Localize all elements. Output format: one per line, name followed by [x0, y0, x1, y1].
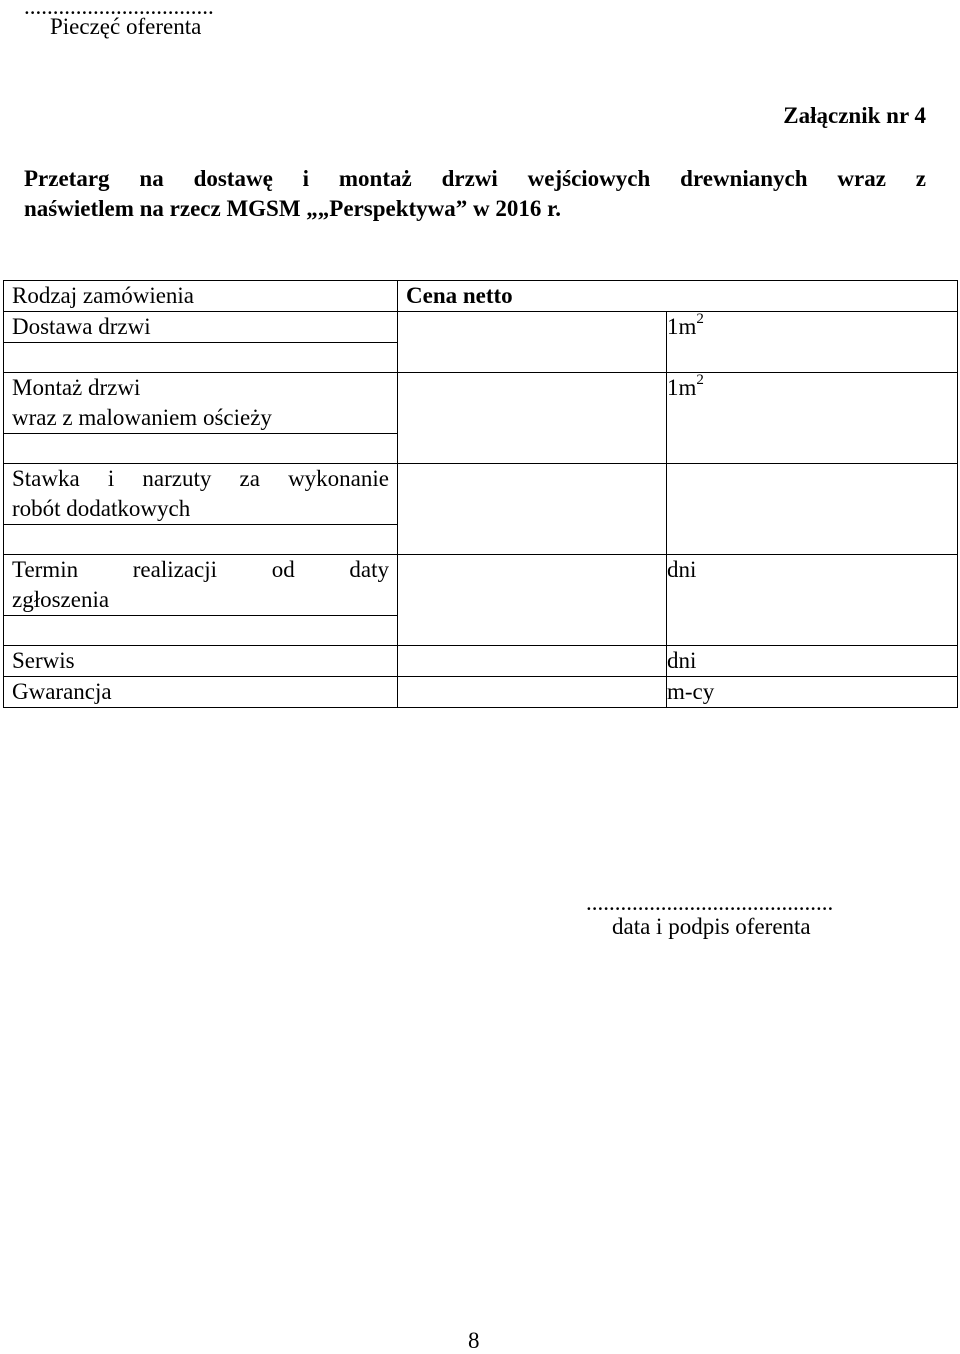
row-label-term: Termin realizacji od daty zgłoszenia	[4, 555, 398, 616]
page-number: 8	[468, 1328, 480, 1353]
header-cell-net-price: Cena netto	[398, 281, 958, 312]
table-row-spacer	[4, 525, 958, 555]
title-line-1: Przetarg na dostawę i montaż drzwi wejściowych drewnianych wraz z	[24, 166, 926, 191]
price-cell-service[interactable]	[398, 646, 667, 677]
title-line-2: naświetlem na rzecz MGSM „„Perspektywa” w 2016 r.	[24, 196, 561, 221]
unit-cell-warranty: m-cy	[667, 677, 958, 708]
stamp-dots-line: .................................	[24, 0, 214, 19]
table-row-spacer	[4, 616, 958, 646]
table-header-row	[4, 281, 958, 312]
stamp-label: Pieczęć oferenta	[50, 14, 202, 39]
annex-number: Załącznik nr 4	[783, 103, 926, 128]
header-cell-order-type: Rodzaj zamówienia	[4, 281, 398, 312]
table-row-term	[4, 555, 958, 616]
row-label-warranty: Gwarancja	[4, 677, 398, 708]
row-label-install: Montaż drzwi wraz z malowaniem ościeży	[4, 373, 398, 434]
price-cell-install[interactable]	[398, 373, 667, 434]
table-row-spacer	[4, 434, 958, 464]
table-row-delivery	[4, 312, 958, 343]
unit-cell-rates	[667, 464, 958, 525]
row-label-rates: Stawka i narzuty za wykonanie robót dodatkowych	[4, 464, 398, 525]
document-title	[24, 164, 926, 224]
table-row-spacer	[4, 343, 958, 373]
signature-label: data i podpis oferenta	[612, 914, 811, 939]
price-cell-delivery[interactable]	[398, 312, 667, 343]
table-row-warranty	[4, 677, 958, 708]
unit-cell-install: $1m^2$	[667, 373, 958, 434]
price-cell-term[interactable]	[398, 555, 667, 616]
unit-cell-delivery: $1m^2$	[667, 312, 958, 343]
offer-table	[3, 280, 958, 708]
signature-dots-line: ...........................................	[586, 890, 834, 915]
price-cell-rates[interactable]	[398, 464, 667, 525]
table-row-install	[4, 373, 958, 434]
price-cell-warranty[interactable]	[398, 677, 667, 708]
unit-cell-term: dni	[667, 555, 958, 616]
row-label-delivery: Dostawa drzwi	[4, 312, 398, 343]
row-label-service: Serwis	[4, 646, 398, 677]
unit-cell-service: dni	[667, 646, 958, 677]
table-row-rates	[4, 464, 958, 525]
table-row-service	[4, 646, 958, 677]
